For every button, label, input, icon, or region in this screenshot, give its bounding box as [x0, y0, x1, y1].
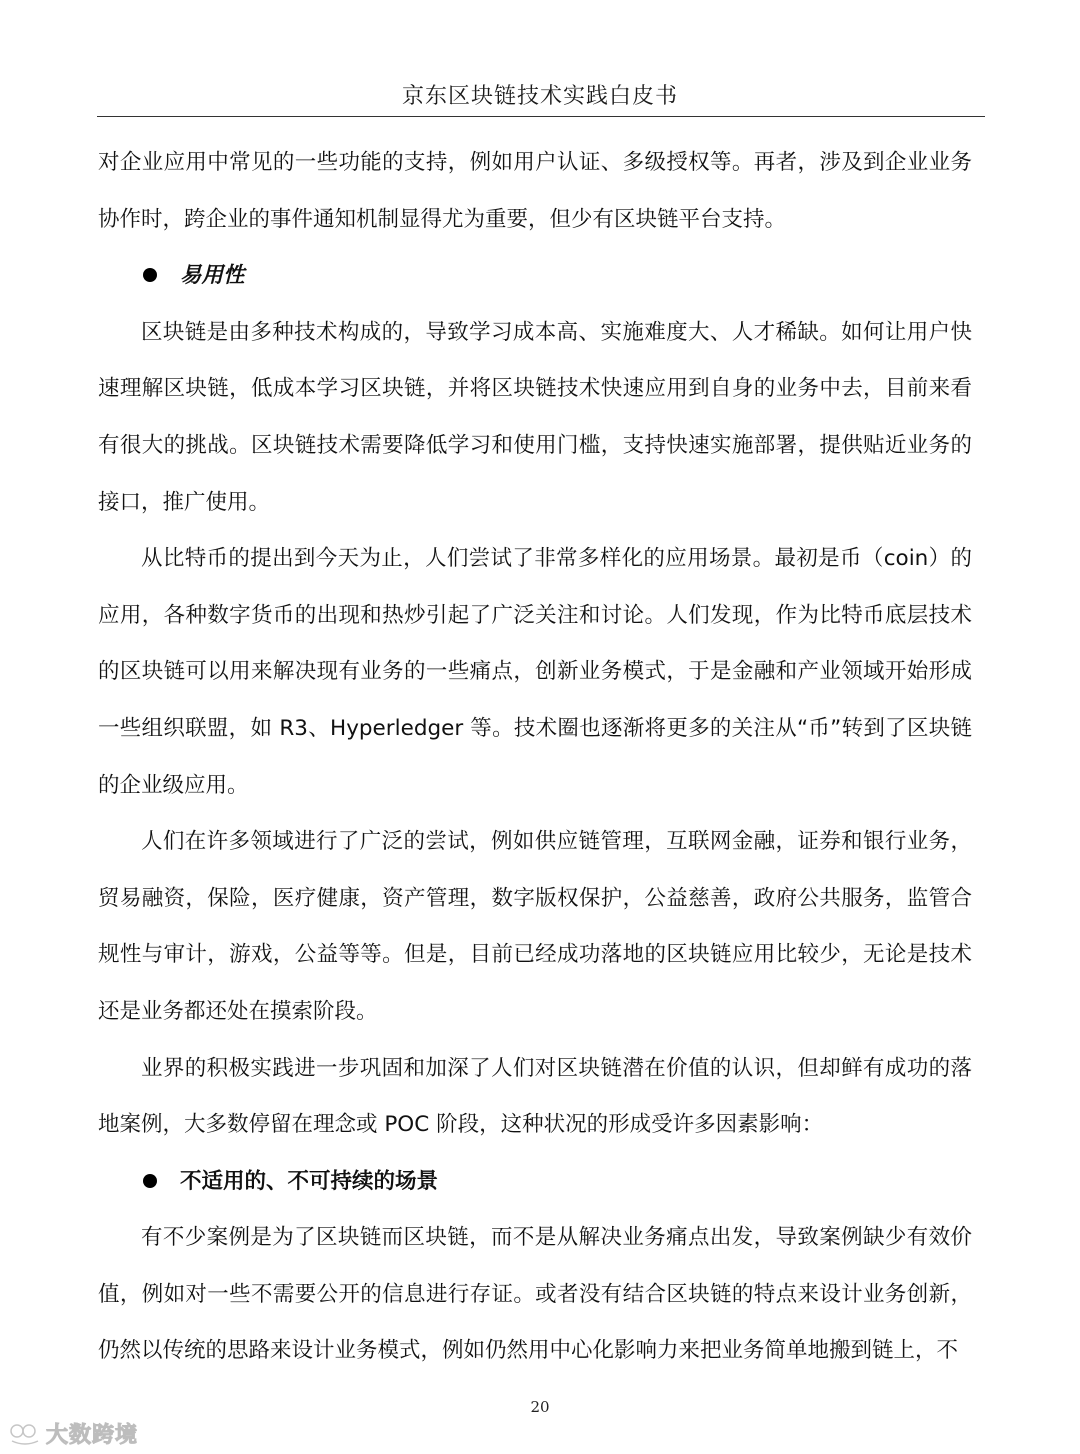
watermark [8, 1416, 138, 1450]
watermark-logo-icon [8, 1419, 42, 1447]
paragraph-history: 从比特币的提出到今天为止，人们尝试了非常多样化的应用场景。最初是币（coin）的应用，各种数字货币的出现和热炒引起了广泛关注和讨论。人们发现，作为比特币底层技术的区块链可以用来解决现有业务的一些痛点，创新业务模式，于是金融和产业领域开始形成一些组织联盟，如 R3、Hyperledger 等。技术圈也逐渐将更多的关注从“币”转到了区块链的企业级应用。 [98, 546, 972, 798]
page-body [98, 135, 972, 1380]
paragraph-usability: 区块链是由多种技术构成的，导致学习成本高、实施难度大、人才稀缺。如何让用户快速理解区块链，低成本学习区块链，并将区块链技术快速应用到自身的业务中去，目前来看有很大的挑战。区块链技术需要降低学习和使用门槛，支持快速实施部署，提供贴近业务的接口，推广使用。 [98, 319, 972, 515]
bullet-dot-icon [143, 268, 157, 282]
paragraph-scenarios: 有不少案例是为了区块链而区块链，而不是从解决业务痛点出发，导致案例缺少有效价值，例如对一些不需要公开的信息进行存证。或者没有结合区块链的特点来设计业务创新，仍然以传统的思路来设计业务模式，例如仍然用中心化影响力来把业务简单地搬到链上，不 [98, 1225, 972, 1364]
bullet-heading-scenarios [98, 1154, 972, 1211]
bullet-heading-text: 不适用的、不可持续的场景 [180, 1168, 439, 1194]
page-header-title: 京东区块链技术实践白皮书 [401, 84, 678, 109]
paragraph-practice: 业界的积极实践进一步巩固和加深了人们对区块链潜在价值的认识，但却鲜有成功的落地案例，大多数停留在理念或 POC 阶段，这种状况的形成受许多因素影响： [98, 1055, 972, 1138]
page-number: 20 [530, 1398, 550, 1416]
bullet-heading-text: 易用性 [180, 263, 245, 289]
bullet-heading-usability [98, 248, 972, 305]
paragraph-continuation: 对企业应用中常见的一些功能的支持，例如用户认证、多级授权等。再者，涉及到企业业务协作时，跨企业的事件通知机制显得尤为重要，但少有区块链平台支持。 [98, 150, 972, 232]
header-divider [97, 116, 985, 117]
bullet-dot-icon [143, 1174, 157, 1188]
paragraph-domains: 人们在许多领域进行了广泛的尝试，例如供应链管理，互联网金融，证券和银行业务，贸易融资，保险，医疗健康，资产管理，数字版权保护，公益慈善，政府公共服务，监管合规性与审计，游戏，公益等等。但是，目前已经成功落地的区块链应用比较少，无论是技术还是业务都还处在摸索阶段。 [98, 829, 972, 1024]
watermark-text: 大数跨境 [46, 1422, 139, 1448]
